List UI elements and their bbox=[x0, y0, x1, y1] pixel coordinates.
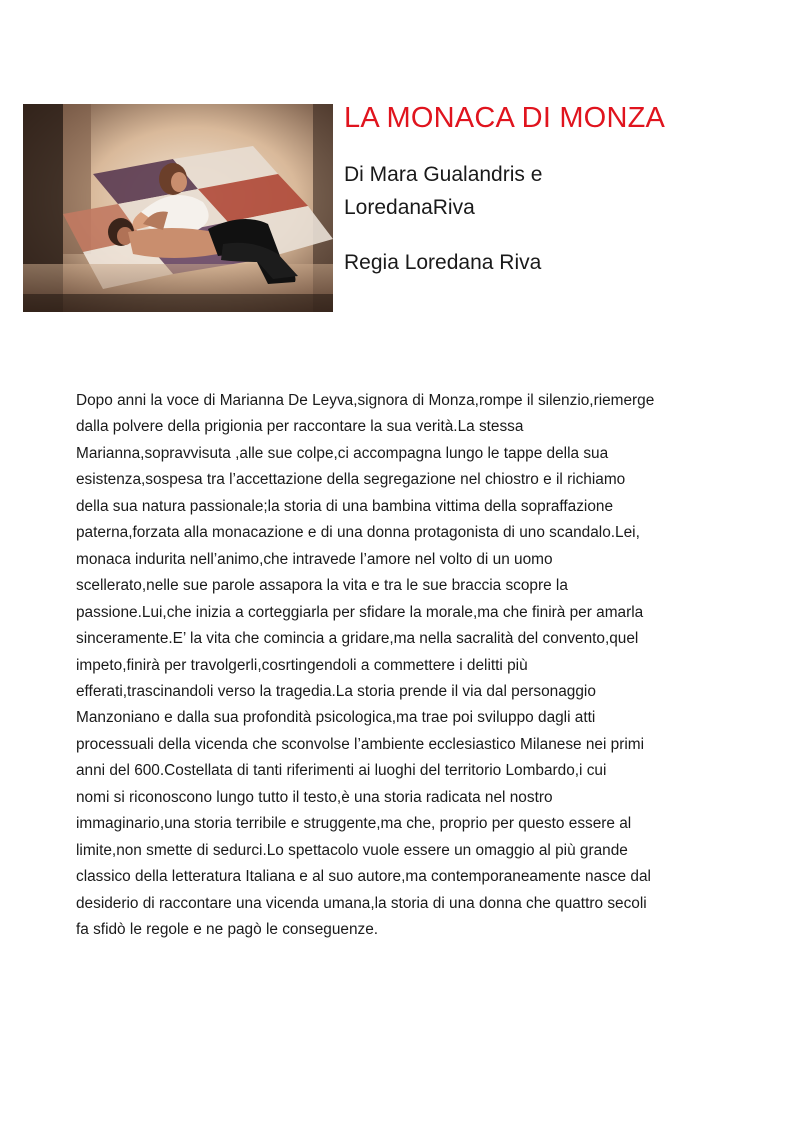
synopsis-line: Manzoniano e dalla sua profondità psicologica,ma trae poi sviluppo dagli atti bbox=[76, 709, 596, 727]
authors-line: Di Mara Gualandris e LoredanaRiva bbox=[344, 163, 543, 219]
play-title: LA MONACA DI MONZA bbox=[344, 102, 666, 134]
synopsis-line: anni del 600.Costellata di tanti riferimenti ai luoghi del territorio Lombardo,i cui bbox=[76, 762, 607, 780]
stage-photo-image bbox=[23, 104, 333, 312]
synopsis-line: efferati,trascinandoli verso la tragedia.La storia prende il via dal personaggio bbox=[76, 682, 596, 700]
synopsis-line: dalla polvere della prigionia per raccontare la sua verità.La stessa bbox=[76, 418, 524, 436]
synopsis-line: nomi si riconoscono lungo tutto il testo,è una storia radicata nel nostro bbox=[76, 788, 553, 806]
stage-photo bbox=[23, 104, 333, 312]
synopsis-line: classico della letteratura Italiana e al suo autore,ma contemporaneamente nasce dal bbox=[76, 868, 651, 886]
synopsis-line: paterna,forzata alla monacazione e di una donna protagonista di uno scandalo.Lei, bbox=[76, 524, 640, 542]
synopsis-line: fa sfidò le regole e ne pagò le conseguenze. bbox=[76, 921, 379, 939]
synopsis-line: Marianna,sopravvisuta ,alle sue colpe,ci accompagna lungo le tappe della sua bbox=[76, 444, 609, 462]
synopsis-line: processuali della vicenda che sconvolse l’ambiente ecclesiastico Milanese nei primi bbox=[76, 735, 645, 753]
direction-credit: Regia Loredana Riva bbox=[344, 251, 542, 274]
synopsis-line: scellerato,nelle sue parole assapora la vita e tra le sue braccia scopre la bbox=[76, 577, 568, 595]
synopsis-line: Dopo anni la voce di Marianna De Leyva,signora di Monza,rompe il silenzio,riemerge bbox=[76, 392, 655, 409]
synopsis-line: impeto,finirà per travolgerli,cosrtingendoli a commettere i delitti più bbox=[76, 656, 528, 674]
synopsis-paragraph bbox=[76, 388, 736, 944]
synopsis-line: passione.Lui,che inizia a corteggiarla per sfidare la morale,ma che finirà per amarla bbox=[76, 603, 644, 621]
synopsis-line: limite,non smette di sedurci.Lo spettacolo vuole essere un omaggio al più grande bbox=[76, 841, 628, 859]
synopsis-line: immaginario,una storia terribile e struggente,ma che, proprio per questo essere al bbox=[76, 815, 632, 833]
synopsis-line: esistenza,sospesa tra l’accettazione della segregazione nel chiostro e il richiamo bbox=[76, 471, 626, 489]
synopsis-line: desiderio di raccontare una vicenda umana,la storia di una donna che quattro secoli bbox=[76, 894, 647, 912]
synopsis-line: monaca indurita nell’animo,che intravede l’amore nel volto di un uomo bbox=[76, 550, 553, 568]
synopsis-line: sinceramente.E’ la vita che comincia a gridare,ma nella sacralità del convento,quel bbox=[76, 630, 639, 648]
synopsis-line: della sua natura passionale;la storia di una bambina vittima della sopraffazione bbox=[76, 497, 614, 515]
